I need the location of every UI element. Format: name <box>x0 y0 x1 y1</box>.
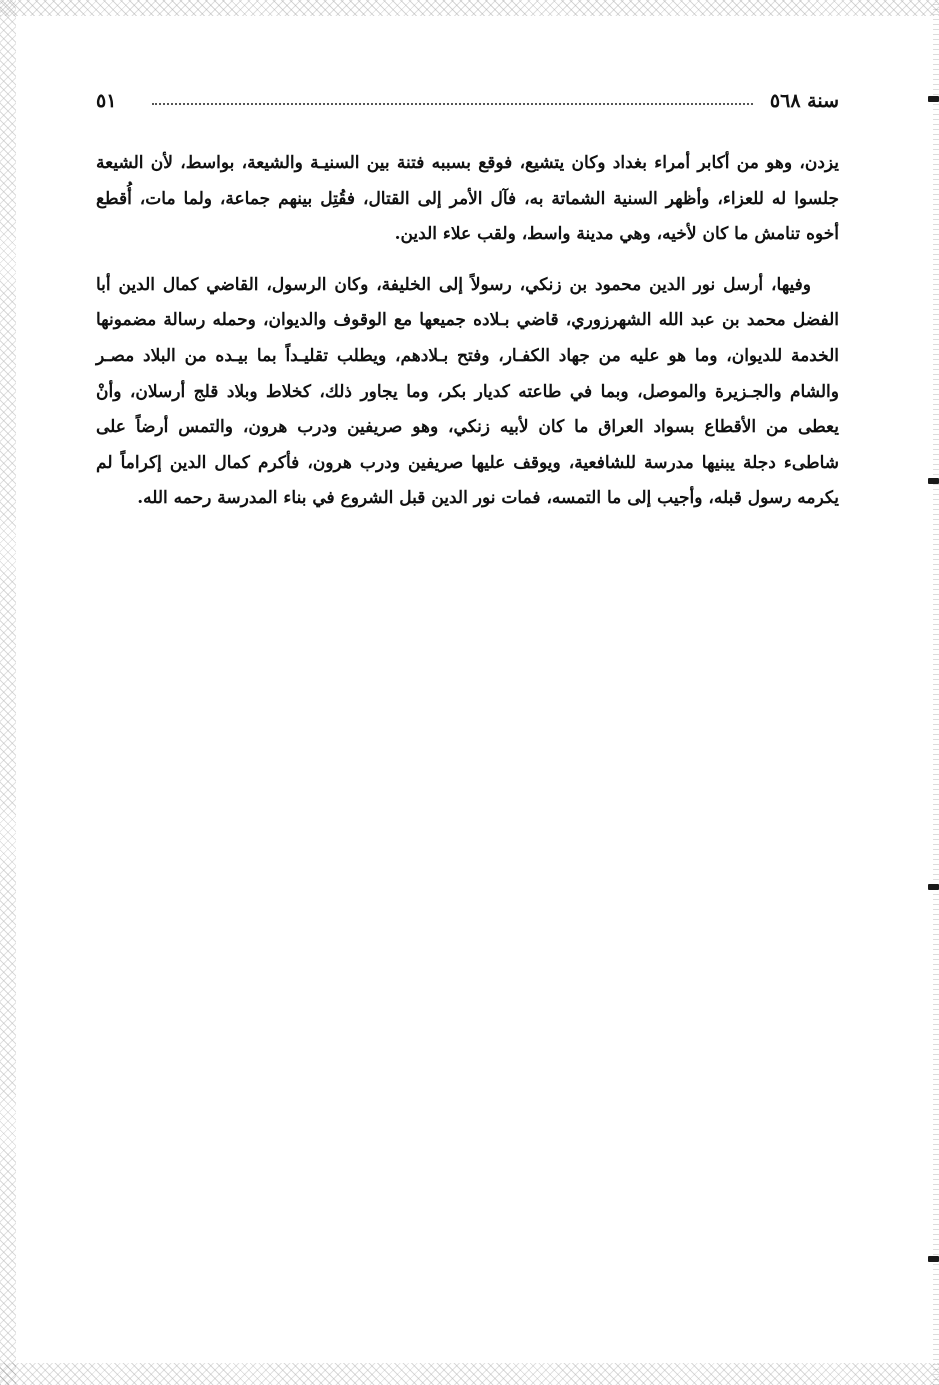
body-text <box>96 146 839 517</box>
page-header <box>96 88 839 118</box>
running-head: سنة ٥٦٨ <box>769 90 839 112</box>
margin-mark <box>928 884 939 890</box>
paragraph: وفيها، أرسل نور الدين محمود بن زنكي، رسولاً إلى الخليفة، وكان الرسول، القاضي كمال الدين أبا الفضل محمد بن عبد الله الشهرزوري، قاضي بـلاده جميعها مع الوقوف والديوان، وحمله رسالة مضمونها الخدمة للديوان، وما هو عليه من جهاد الكفـار، وفتح بـلادهم، ويطلب تقليـداً بما بيـده من البلاد مصـر والشام والجـزيرة والموصل، وبما في طاعته كديار بكر، وما يجاور ذلك، كخلاط وبلاد قلج أرسلان، وأنْ يعطى من الأقطاع بسواد العراق ما كان لأبيه زنكي، وهو صريفين ودرب هرون، والتمس أرضاً على شاطىء دجلة يبنيها مدرسة للشافعية، ويوقف عليها صريفين ودرب هرون، فأكرم كمال الدين إكراماً لم يكرمه رسول قبله، وأجيب إلى ما التمسه، فمات نور الدين قبل الشروع في بناء المدرسة رحمه الله. <box>96 274 839 509</box>
margin-mark <box>928 478 939 484</box>
margin-mark <box>928 1256 939 1262</box>
margin-mark <box>928 96 939 102</box>
paragraph: يزدن، وهو من أكابر أمراء بغداد وكان يتشيع، فوقع بسببه فتنة بين السنيـة والشيعة، بواسط، لأن الشيعة جلسوا له للعزاء، وأظهر السنية الشماتة به، فآل الأمر إلى القتال، فقُتِل بينهم جماعة، ولما مات، أُقطع أخوه تنامش ما كان لأخيه، وهي مدينة واسط، ولقب علاء الدين. <box>96 153 839 245</box>
dotted-leader <box>152 103 753 105</box>
page-number: ٥١ <box>96 90 117 112</box>
scan-edge-bottom <box>0 1363 939 1385</box>
scan-edge-left <box>0 0 16 1385</box>
scan-edge-right <box>933 0 939 1385</box>
scan-edge-top <box>0 0 939 16</box>
